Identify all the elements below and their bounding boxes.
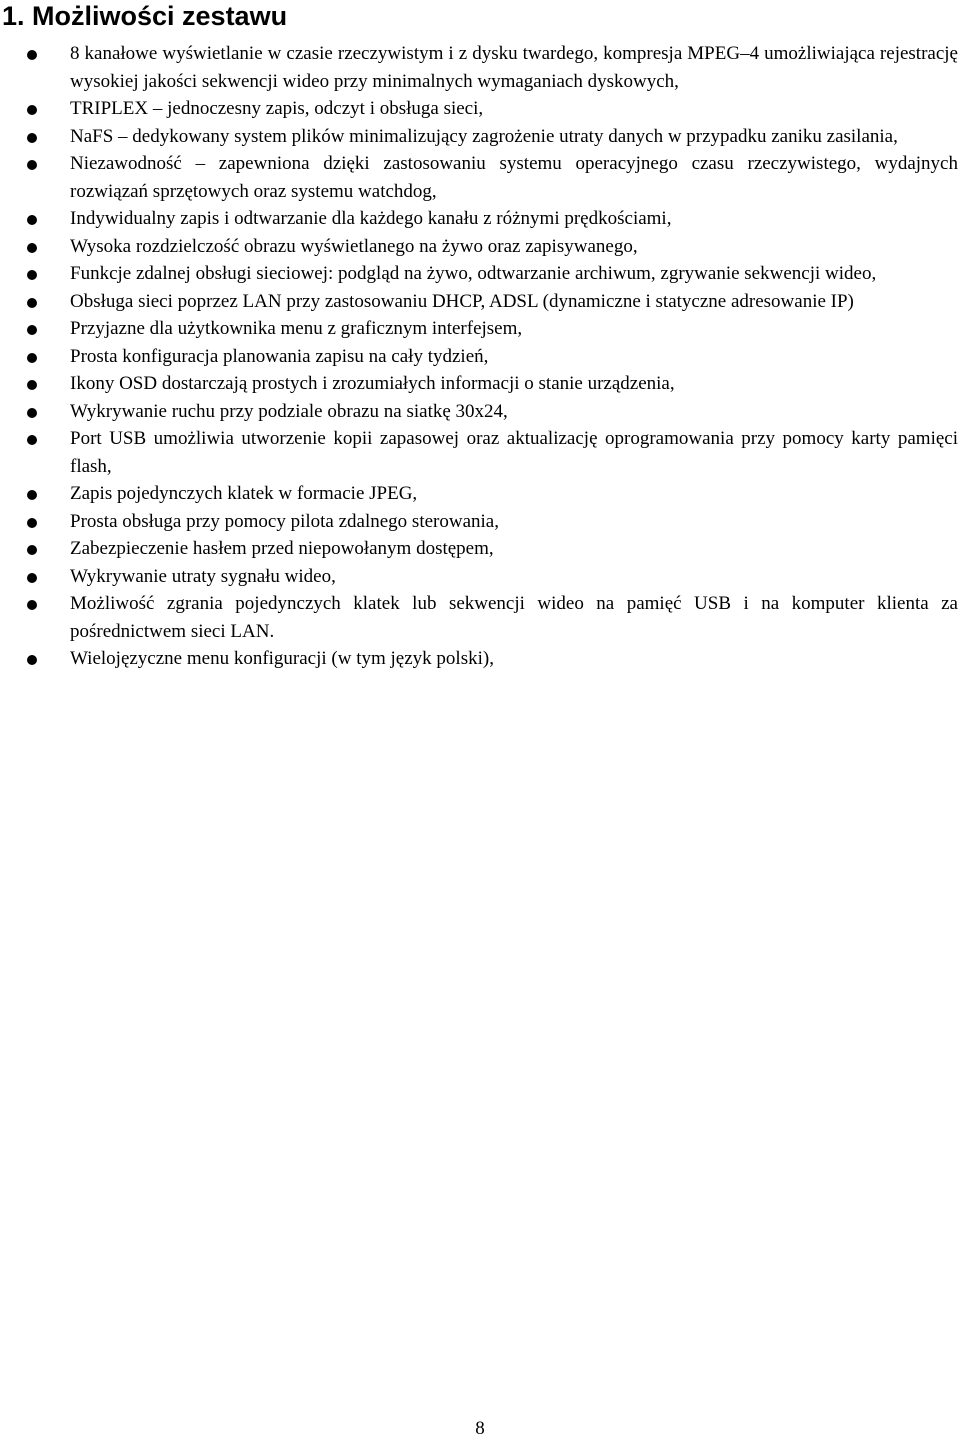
bullet-icon (27, 408, 37, 418)
feature-text: Obsługa sieci poprzez LAN przy zastosowaniu DHCP, ADSL (dynamiczne i statyczne adresowanie IP) (70, 290, 854, 312)
feature-text: Wysoka rozdzielczość obrazu wyświetlanego na żywo oraz zapisywanego, (70, 235, 638, 257)
bullet-icon (27, 50, 37, 60)
bullet-icon (27, 160, 37, 170)
bullet-icon (27, 215, 37, 225)
bullet-icon (27, 518, 37, 528)
feature-list-item (26, 150, 958, 205)
bullet-icon (27, 105, 37, 115)
section-title: 1. Możliwości zestawu (2, 1, 288, 31)
feature-text: Zapis pojedynczych klatek w formacie JPEG, (70, 483, 418, 504)
feature-list-item (26, 370, 958, 398)
feature-list-item (26, 480, 958, 508)
feature-list-item (26, 95, 958, 123)
feature-list-item (26, 260, 958, 288)
feature-text: TRIPLEX – jednoczesny zapis, odczyt i obsługa sieci, (70, 98, 484, 119)
feature-list-item (26, 398, 958, 426)
feature-list-item (26, 288, 958, 316)
feature-list-item (26, 590, 958, 645)
feature-text: Wielojęzyczne menu konfiguracji (w tym język polski), (70, 648, 494, 669)
feature-list-item (26, 233, 958, 261)
page-number: 8 (475, 1418, 485, 1439)
feature-list-item (26, 645, 958, 673)
bullet-icon (27, 655, 37, 665)
feature-list-item (26, 205, 958, 233)
feature-text: 8 kanałowe wyświetlanie w czasie rzeczywistym i z dysku twardego, kompresja MPEG–4 umożliwiająca rejestrację wysokiej jakości sekwencji wideo przy minimalnych wymaganiach dyskowych, (70, 43, 958, 92)
feature-text: Ikony OSD dostarczają prostych i zrozumiałych informacji o stanie urządzenia, (70, 373, 675, 394)
feature-text: NaFS – dedykowany system plików minimalizujący zagrożenie utraty danych w przypadku zaniku zasilania, (70, 125, 898, 147)
bullet-icon (27, 270, 37, 280)
feature-text: Zabezpieczenie hasłem przed niepowołanym dostępem, (70, 538, 494, 559)
feature-text: Możliwość zgrania pojedynczych klatek lub sekwencji wideo na pamięć USB i na komputer klienta za pośrednictwem sieci LAN. (70, 593, 958, 642)
feature-text: Port USB umożliwia utworzenie kopii zapasowej oraz aktualizację oprogramowania przy pomocy karty pamięci flash, (70, 428, 958, 477)
feature-text: Indywidualny zapis i odtwarzanie dla każdego kanału z różnymi prędkościami, (70, 208, 672, 229)
bullet-icon (27, 380, 37, 390)
feature-list-item (26, 508, 958, 536)
bullet-icon (27, 298, 37, 308)
bullet-icon (27, 325, 37, 335)
feature-list-item (26, 40, 958, 95)
bullet-icon (27, 573, 37, 583)
bullet-icon (27, 133, 37, 143)
bullet-icon (27, 490, 37, 500)
feature-list-item (26, 315, 958, 343)
feature-list-item (26, 343, 958, 371)
feature-list-item (26, 123, 958, 151)
feature-text: Prosta obsługa przy pomocy pilota zdalnego sterowania, (70, 510, 499, 532)
feature-text: Przyjazne dla użytkownika menu z graficznym interfejsem, (70, 318, 523, 339)
bullet-icon (27, 243, 37, 253)
feature-list (26, 40, 958, 673)
feature-list-item (26, 425, 958, 480)
feature-text: Niezawodność – zapewniona dzięki zastosowaniu systemu operacyjnego czasu rzeczywistego, wydajnych rozwiązań sprzętowych oraz systemu watchdog, (70, 153, 958, 202)
bullet-icon (27, 545, 37, 555)
feature-text: Prosta konfiguracja planowania zapisu na cały tydzień, (70, 345, 489, 367)
feature-text: Wykrywanie utraty sygnału wideo, (70, 565, 336, 587)
feature-text: Funkcje zdalnej obsługi sieciowej: podgląd na żywo, odtwarzanie archiwum, zgrywanie sekwencji wideo, (70, 263, 877, 284)
bullet-icon (27, 600, 37, 610)
feature-list-item (26, 563, 958, 591)
bullet-icon (27, 353, 37, 363)
feature-list-item (26, 535, 958, 563)
bullet-icon (27, 435, 37, 445)
feature-text: Wykrywanie ruchu przy podziale obrazu na siatkę 30x24, (70, 400, 508, 422)
